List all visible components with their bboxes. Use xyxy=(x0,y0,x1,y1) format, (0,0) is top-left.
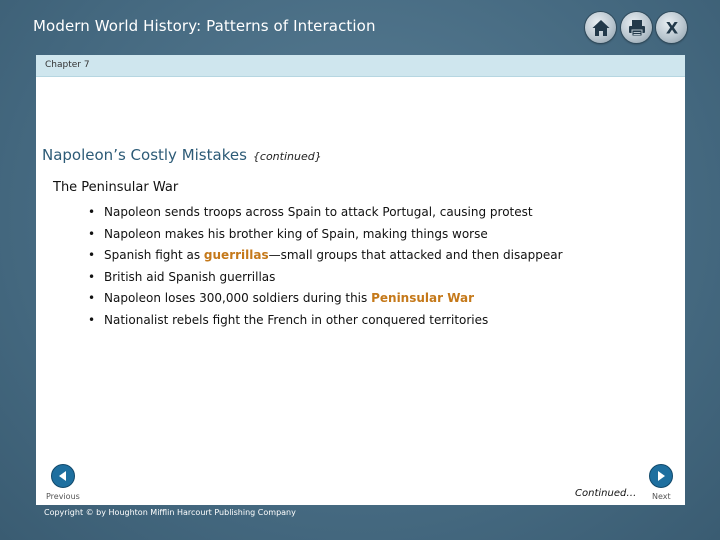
bullet-text: British aid Spanish guerrillas xyxy=(104,269,276,284)
bullet-dot: • xyxy=(88,312,96,327)
bullet-text: Napoleon sends troops across Spain to attack Portugal, causing protest xyxy=(104,205,533,219)
chapter-bar xyxy=(36,55,685,77)
bullet-text: Spanish fight as xyxy=(104,248,204,263)
bullet-item xyxy=(88,310,563,332)
next-button[interactable] xyxy=(649,464,673,488)
bullet-dot: • xyxy=(88,248,96,263)
print-button[interactable] xyxy=(621,12,652,43)
heading-note: {continued} xyxy=(252,150,322,163)
bullet-item xyxy=(88,267,563,289)
bullet-keyword: Peninsular War xyxy=(371,291,475,306)
copyright-text: Copyright © by Houghton Mifflin Harcourt Publishing Company xyxy=(44,508,296,517)
slide-panel xyxy=(36,55,685,505)
home-button[interactable] xyxy=(585,12,616,43)
bullet-dot: • xyxy=(88,291,96,306)
bullet-text: —small groups that attacked and then disappear xyxy=(268,248,563,263)
next-label[interactable]: Next xyxy=(652,492,671,501)
bullet-item xyxy=(88,245,563,267)
printer-icon xyxy=(627,18,647,38)
arrow-right-icon xyxy=(655,470,667,482)
close-button[interactable] xyxy=(656,12,687,43)
bullet-text: Napoleon loses 300,000 soldiers during this xyxy=(104,291,372,306)
arrow-left-icon xyxy=(57,470,69,482)
bullet-dot: • xyxy=(88,226,96,241)
svg-text:X: X xyxy=(665,18,678,37)
section-title: The Peninsular War xyxy=(53,180,179,195)
app-title: Modern World History: Patterns of Interaction xyxy=(33,17,376,35)
home-icon xyxy=(591,18,611,38)
previous-label[interactable]: Previous xyxy=(46,492,80,501)
close-icon xyxy=(662,18,682,38)
bullet-item xyxy=(88,288,563,310)
chapter-label: Chapter 7 xyxy=(45,60,90,70)
bullet-keyword: guerrillas xyxy=(203,248,269,263)
bullet-item xyxy=(88,224,563,246)
bullet-item xyxy=(88,202,563,224)
bullet-dot: • xyxy=(88,269,96,284)
slide-heading xyxy=(42,145,322,164)
bullet-text: Nationalist rebels fight the French in other conquered territories xyxy=(104,312,489,327)
bullet-list xyxy=(88,202,563,332)
continued-label: Continued… xyxy=(575,488,637,499)
bullet-dot: • xyxy=(88,205,96,219)
bullet-text: Napoleon makes his brother king of Spain, making things worse xyxy=(104,226,488,241)
heading-title: Napoleon’s Costly Mistakes xyxy=(42,146,247,164)
previous-button[interactable] xyxy=(51,464,75,488)
